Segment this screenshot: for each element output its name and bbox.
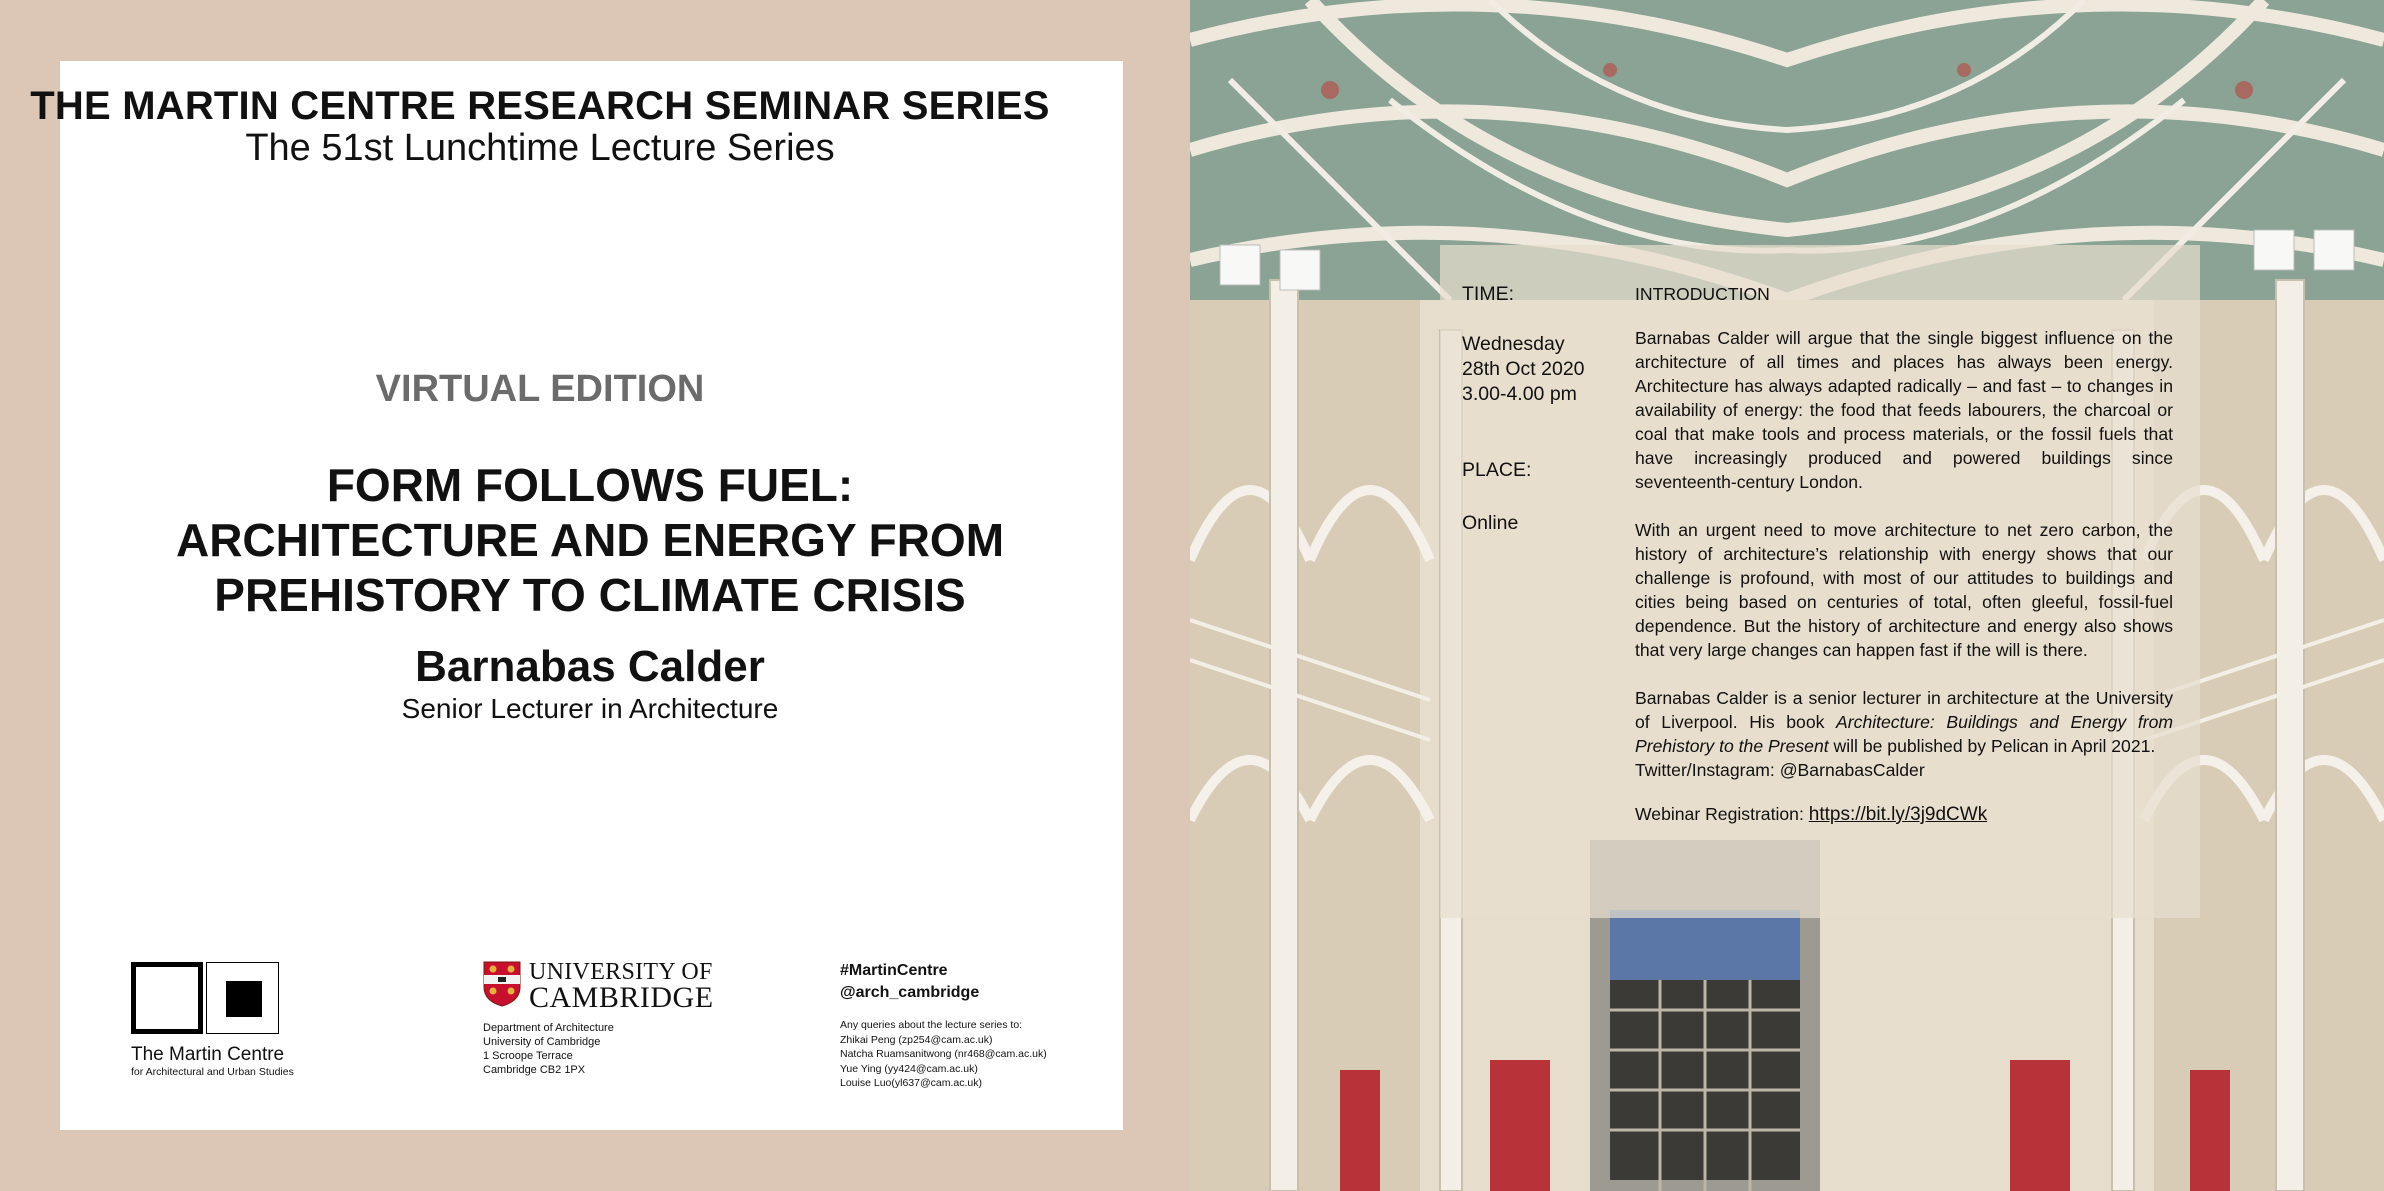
martin-centre-tagline: for Architectural and Urban Studies bbox=[131, 1066, 294, 1078]
series-subtitle: The 51st Lunchtime Lecture Series bbox=[245, 127, 835, 169]
social-handle[interactable]: @arch_cambridge bbox=[840, 984, 980, 1001]
queries-block bbox=[840, 1018, 1047, 1091]
contact-item[interactable]: Yue Ying (yy424@cam.ac.uk) bbox=[840, 1062, 978, 1075]
speaker-bio bbox=[1635, 686, 2173, 782]
queries-label: Any queries about the lecture series to: bbox=[840, 1019, 1023, 1031]
department-address bbox=[483, 1021, 614, 1077]
place-label: PLACE: bbox=[1462, 459, 1532, 481]
date-line: Wednesday bbox=[1462, 333, 1565, 355]
cambridge-wordmark-line2: CAMBRIDGE bbox=[529, 981, 714, 1014]
martin-centre-name: The Martin Centre bbox=[131, 1044, 285, 1065]
series-title: THE MARTIN CENTRE RESEARCH SEMINAR SERIES bbox=[30, 84, 1050, 128]
lecture-title-line: PREHISTORY TO CLIMATE CRISIS bbox=[214, 569, 966, 621]
date-line: 28th Oct 2020 bbox=[1462, 358, 1585, 380]
time-label: TIME: bbox=[1462, 283, 1514, 305]
place-value: Online bbox=[1462, 512, 1519, 534]
address-line: 1 Scroope Terrace bbox=[483, 1050, 573, 1062]
speaker-role: Senior Lecturer in Architecture bbox=[401, 693, 779, 724]
social-contacts bbox=[840, 960, 1047, 1091]
registration-link[interactable]: https://bit.ly/3j9dCWk bbox=[1808, 804, 1988, 825]
registration-label: Webinar Registration: bbox=[1635, 804, 1809, 824]
time-line: 3.00-4.00 pm bbox=[1462, 383, 1577, 405]
webinar-registration bbox=[1635, 802, 2173, 827]
cambridge-logo bbox=[483, 959, 714, 1084]
martin-centre-logo bbox=[131, 962, 294, 1082]
bio-text: Barnabas Calder is a senior lecturer in architecture at the University of Liverpool. His book bbox=[1635, 688, 2173, 732]
lecture-title bbox=[120, 458, 1060, 623]
lecture-description bbox=[1635, 282, 2173, 851]
contact-item[interactable]: Natcha Ruamsanitwong (nr468@cam.ac.uk) bbox=[840, 1048, 1047, 1060]
book-title: Architecture: Buildings and Energy from Prehistory to the Present bbox=[1635, 712, 2174, 756]
speaker-name: Barnabas Calder bbox=[415, 642, 765, 691]
address-line: Department of Architecture bbox=[483, 1022, 614, 1034]
speaker-social: Twitter/Instagram: @BarnabasCalder bbox=[1635, 760, 1925, 780]
cambridge-shield-icon bbox=[483, 961, 521, 1007]
logo-filled-square bbox=[206, 962, 279, 1034]
edition-label: VIRTUAL EDITION bbox=[375, 368, 705, 410]
bio-text-end: will be published by Pelican in April 2021. bbox=[1828, 736, 2156, 756]
address-line: University of Cambridge bbox=[483, 1036, 601, 1048]
contact-item[interactable]: Louise Luo(yl637@cam.ac.uk) bbox=[840, 1077, 982, 1089]
logo-outline-square bbox=[131, 962, 203, 1034]
contact-item[interactable]: Zhikai Peng (zp254@cam.ac.uk) bbox=[840, 1033, 993, 1046]
description-paragraph: Barnabas Calder will argue that the single biggest influence on the architecture of all times and places has always been energy. Architecture has always adapted radically – and fast – to changes in availability of energy: the food that feeds labourers, the charcoal or coal that make tools and process materials, or the fossil fuels that have increasingly produced and powered buildings since seventeenth-century London. bbox=[1635, 328, 2173, 492]
intro-heading: INTRODUCTION bbox=[1635, 284, 1770, 304]
address-line: Cambridge CB2 1PX bbox=[483, 1064, 586, 1076]
lecture-title-line: ARCHITECTURE AND ENERGY FROM bbox=[175, 514, 1005, 566]
event-details bbox=[1462, 282, 1632, 536]
description-paragraph: With an urgent need to move architecture to net zero carbon, the history of architecture’s relationship with energy shows that our challenge is profound, with most of our attitudes to buildings and cities being based on centuries of total, often gleeful, fossil-fuel dependence. But the history of architecture and energy also shows that very large changes can happen fast if the will is there. bbox=[1635, 520, 2173, 660]
cambridge-wordmark-line1: UNIVERSITY OF bbox=[529, 959, 713, 985]
hashtag[interactable]: #MartinCentre bbox=[840, 962, 948, 979]
lecture-title-line: FORM FOLLOWS FUEL: bbox=[326, 459, 854, 511]
